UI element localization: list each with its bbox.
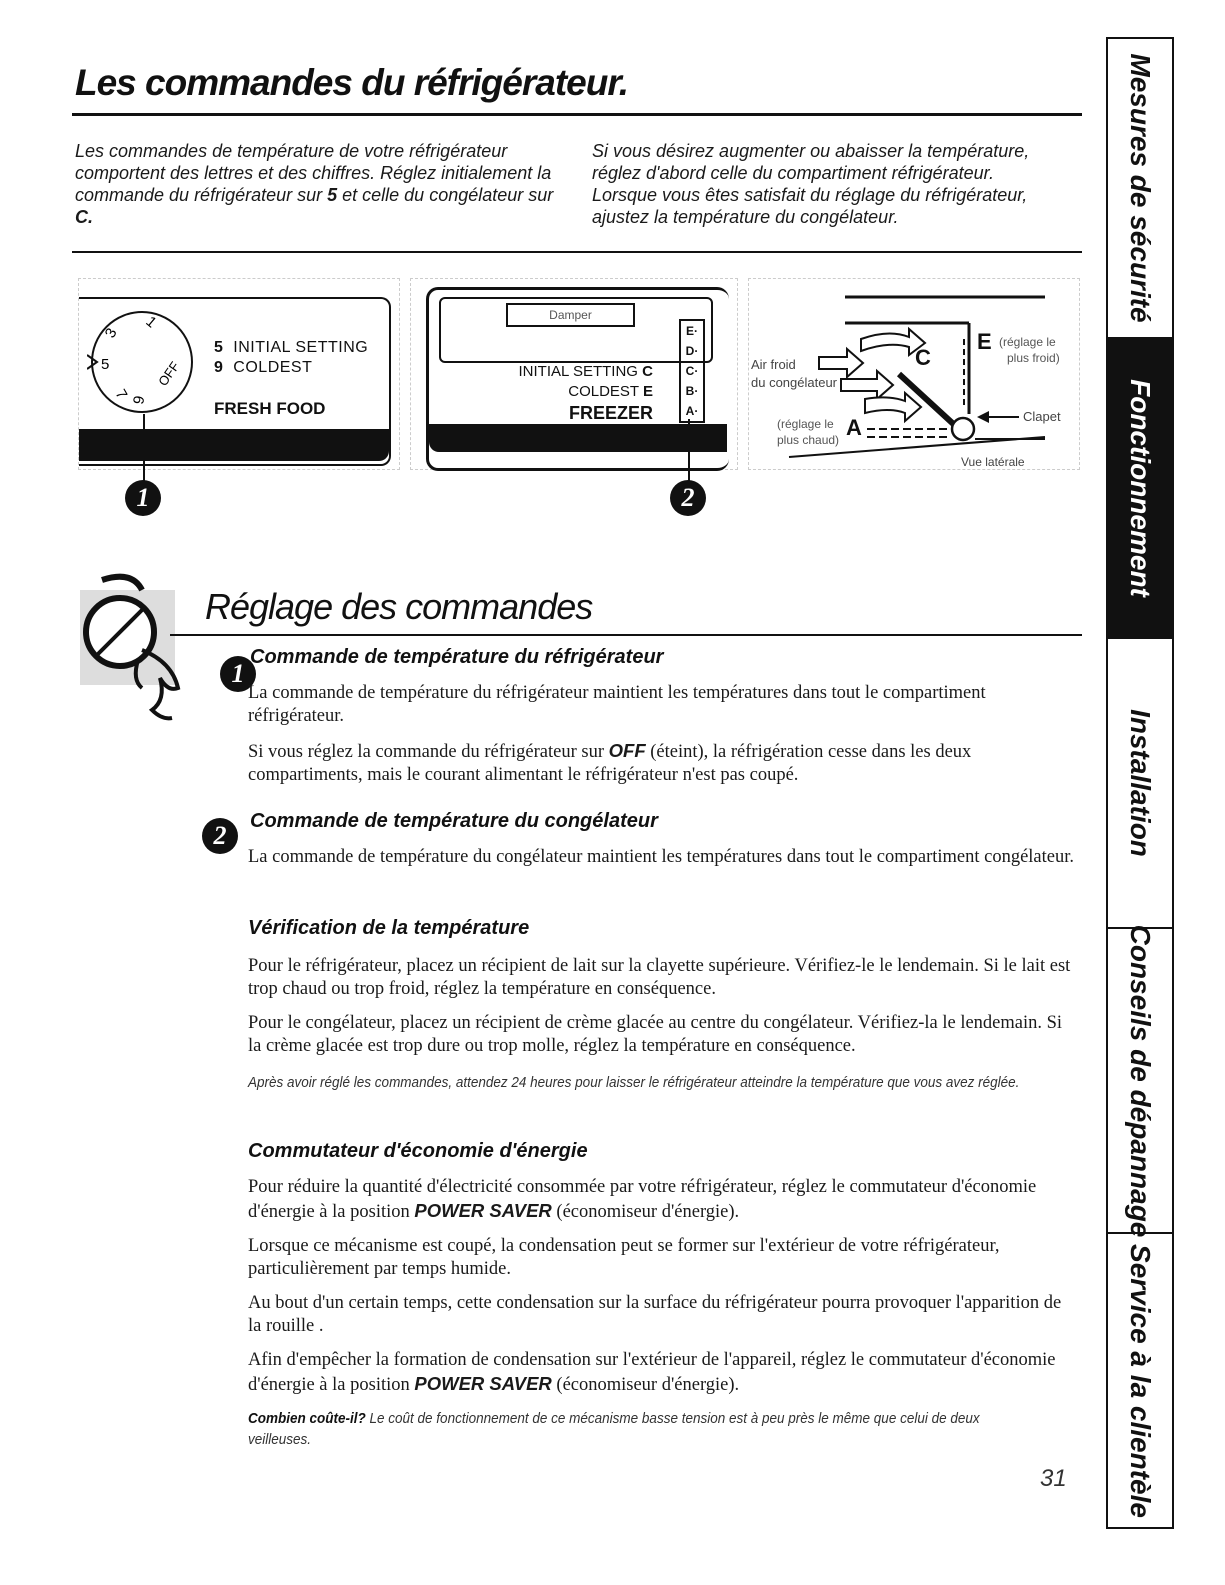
air-label-2: du congélateur [751,375,838,390]
sub1-title: Commande de température du réfrigérateur [250,646,664,668]
svg-text:1: 1 [142,313,160,332]
sub1-body [248,682,1078,798]
setting-e: E [977,329,992,354]
verif-note: Après avoir réglé les commandes, attendez 24 heures pour laisser le réfrigérateur atteindre la température que vous avez réglée. [248,1074,1020,1091]
side-view-label: Vue latérale [961,455,1025,469]
page-title: Les commandes du réfrigérateur. [75,62,628,103]
svg-text:7: 7 [111,386,131,403]
eco-p3: Au bout d'un certain temps, cette condensation sur la surface du réfrigérateur pourra provoquer l'apparition de la rouille . [248,1293,1062,1336]
freezer-coldest: COLDEST E [568,383,653,400]
sub2-body [248,846,1078,880]
setting-a: A [846,415,862,440]
page-number: 31 [1040,1465,1067,1492]
fresh-food-label: FRESH FOOD [214,399,326,418]
setting-a-note-2: plus chaud) [777,433,840,447]
sub2-p1: La commande de température du congélateur maintient les températures dans tout le compartiment congélateur. [248,847,1075,867]
sub1-p1: La commande de température du réfrigérateur maintient les températures dans tout le compartiment réfrigérateur. [248,683,986,726]
tab-installation[interactable]: Installation [1108,639,1172,929]
hand-dial-icon [72,570,192,730]
tab-service-a-la-clientele[interactable]: Service à la clientèle [1125,1243,1156,1518]
figure-fresh-food-control [78,278,400,470]
control-panel-strip [429,424,727,452]
svg-text:5: 5 [101,356,110,373]
tab-conseils-de-depannage[interactable]: Conseils de dépannage [1108,929,1172,1234]
sub1-p2: Si vous réglez la commande du réfrigérateur sur OFF (éteint), la réfrigération cesse dans les deux compartiments, mais le courant alimentant le réfrigérateur n'est pas coupé. [248,740,972,785]
section-tabs [1106,37,1174,1529]
freezer-label: FREEZER [568,403,653,423]
section-title: Réglage des commandes [205,586,593,627]
eco-p1: Pour réduire la quantité d'électricité consommée par votre réfrigérateur, réglez le commutateur d'économie d'énergie à la position POWER SAVER (économiseur d'énergie). [248,1177,1037,1222]
title-rule [72,113,1082,116]
damper-box: Damper [506,303,635,327]
figure-freezer-control [410,278,738,470]
svg-text:9: 9 [130,394,149,406]
svg-text:OFF: OFF [155,358,183,389]
eco-title: Commutateur d'économie d'énergie [248,1140,588,1162]
air-label-1: Air froid [751,357,796,372]
fresh-food-coldest: 9 COLDEST [214,359,313,376]
tab-fonctionnement[interactable]: Fonctionnement [1108,339,1172,639]
intro-right: Si vous désirez augmenter ou abaisser la température, réglez d'abord celle du compartiment réfrigérateur. Lorsque vous êtes satisfait du réglage du réfrigérateur, ajustez la température du congélateur. [592,141,1030,227]
eco-p4: Afin d'empêcher la formation de condensation sur l'extérieur de l'appareil, réglez le commutateur d'économie d'énergie à la position POWER SAVER (économiseur d'énergie). [248,1350,1056,1395]
figure-damper-side-view [748,278,1080,470]
fresh-food-initial: 5 INITIAL SETTING [214,339,369,356]
setting-e-note-2: plus froid) [1007,351,1060,365]
setting-e-note-1: (réglage le [999,335,1056,349]
verif-body [248,955,1078,1069]
intro-rule [72,251,1082,253]
setting-c: C [915,345,931,370]
section-rule [170,634,1082,636]
badge-one: 1 [125,480,161,516]
verif-p2: Pour le congélateur, placez un récipient de crème glacée au centre du congélateur. Vérifiez-la le lendemain. Si la crème glacée est trop dure ou trop molle, réglez la température en conséquence. [248,1013,1063,1056]
tab-mesures-de-securite[interactable]: Mesures de sécurité [1108,39,1172,339]
eco-p2: Lorsque ce mécanisme est coupé, la condensation peut se former sur l'extérieur de votre réfrigérateur, particulièrement par temps humide. [248,1236,1000,1279]
intro-left: Les commandes de température de votre réfrigérateur comportent des lettres et des chiffres. Réglez initialement la commande du réfrigérateur sur 5 et celle du congélateur sur C. [75,141,554,227]
setting-a-note-1: (réglage le [777,417,834,431]
sub2-title: Commande de température du congélateur [250,810,658,832]
verif-title: Vérification de la température [248,917,530,939]
badge-one-section: 1 [220,656,256,692]
svg-text:3: 3 [101,325,121,341]
badge-two-section: 2 [202,818,238,854]
verif-p1: Pour le réfrigérateur, placez un récipient de lait sur la clayette supérieure. Vérifiez-le le lendemain. Si le lait est trop chaud ou trop froid, réglez la température en conséquence. [248,956,1071,999]
fresh-food-dial [87,307,197,417]
eco-note: Combien coûte-il? Le coût de fonctionnement de ce mécanisme basse tension est à peu près le même que celui de deux veilleuses. [248,1410,980,1448]
eco-body [248,1176,1078,1408]
control-panel-strip [79,429,389,461]
freezer-initial: INITIAL SETTING C [518,363,653,380]
clapet-label: Clapet [1023,409,1061,424]
badge-two: 2 [670,480,706,516]
freezer-scale: E· D· C· B· A· [679,319,705,423]
